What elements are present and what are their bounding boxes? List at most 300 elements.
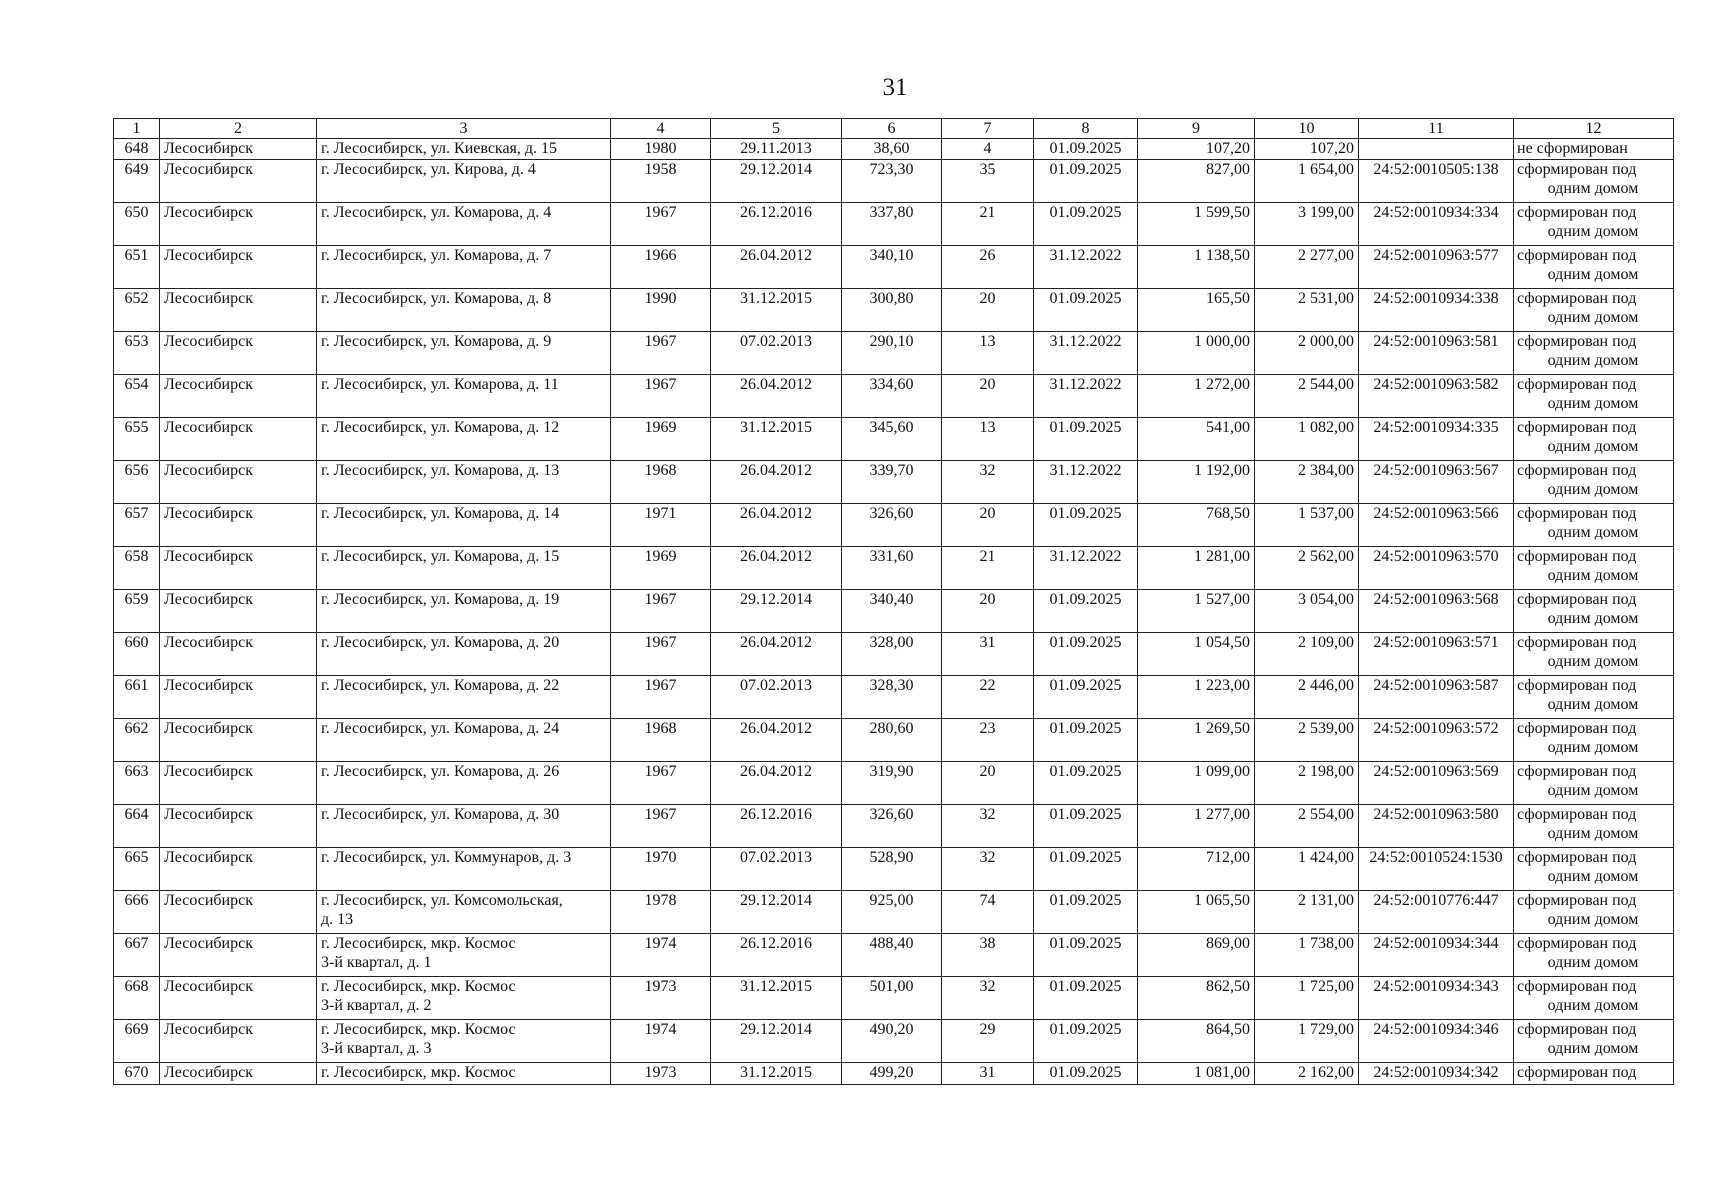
value-total-cell: 1 738,00 xyxy=(1255,934,1359,977)
status-line: сформирован под xyxy=(1517,1064,1637,1081)
date-cell: 31.12.2015 xyxy=(711,1063,842,1085)
row-number-cell: 662 xyxy=(114,719,160,762)
table-row xyxy=(114,934,1674,977)
row-number-cell: 669 xyxy=(114,1020,160,1063)
table-row xyxy=(114,375,1674,418)
city-cell: Лесосибирск xyxy=(160,633,317,676)
row-number-cell: 665 xyxy=(114,848,160,891)
city-cell: Лесосибирск xyxy=(160,246,317,289)
year-cell: 1969 xyxy=(611,547,711,590)
land-status-cell xyxy=(1514,1020,1674,1063)
status-line: одним домом xyxy=(1547,696,1639,713)
deadline-cell: 01.09.2025 xyxy=(1034,934,1138,977)
status-line: одним домом xyxy=(1547,524,1639,541)
deadline-cell: 31.12.2022 xyxy=(1034,375,1138,418)
status-line: сформирован под xyxy=(1517,1021,1637,1038)
deadline-cell: 01.09.2025 xyxy=(1034,160,1138,203)
value-total-cell: 2 384,00 xyxy=(1255,461,1359,504)
area-cell: 326,60 xyxy=(842,504,942,547)
deadline-cell: 01.09.2025 xyxy=(1034,504,1138,547)
table-row xyxy=(114,805,1674,848)
cadastral-number-cell: 24:52:0010963:570 xyxy=(1359,547,1514,590)
date-cell: 26.12.2016 xyxy=(711,934,842,977)
year-cell: 1958 xyxy=(611,160,711,203)
area-cell: 290,10 xyxy=(842,332,942,375)
city-cell: Лесосибирск xyxy=(160,590,317,633)
address-line: г. Лесосибирск, ул. Комарова, д. 20 xyxy=(321,634,560,651)
address-cell xyxy=(317,289,611,332)
column-header: 5 xyxy=(711,119,842,139)
deadline-cell: 01.09.2025 xyxy=(1034,805,1138,848)
date-cell: 26.04.2012 xyxy=(711,504,842,547)
address-line: г. Лесосибирск, ул. Комарова, д. 14 xyxy=(321,505,560,522)
table-body xyxy=(114,139,1674,1085)
count-cell: 32 xyxy=(942,848,1034,891)
row-number-cell: 651 xyxy=(114,246,160,289)
city-cell: Лесосибирск xyxy=(160,934,317,977)
column-header: 12 xyxy=(1514,119,1674,139)
status-line: одним домом xyxy=(1547,997,1639,1014)
status-line: одним домом xyxy=(1547,739,1639,756)
cadastral-number-cell: 24:52:0010963:567 xyxy=(1359,461,1514,504)
count-cell: 38 xyxy=(942,934,1034,977)
city-cell: Лесосибирск xyxy=(160,1063,317,1085)
address-cell xyxy=(317,719,611,762)
deadline-cell: 01.09.2025 xyxy=(1034,891,1138,934)
value-cell: 107,20 xyxy=(1138,139,1255,160)
value-cell: 1 054,50 xyxy=(1138,633,1255,676)
column-header: 1 xyxy=(114,119,160,139)
year-cell: 1968 xyxy=(611,461,711,504)
year-cell: 1978 xyxy=(611,891,711,934)
value-total-cell: 2 131,00 xyxy=(1255,891,1359,934)
row-number-cell: 652 xyxy=(114,289,160,332)
date-cell: 26.12.2016 xyxy=(711,203,842,246)
land-status-cell xyxy=(1514,848,1674,891)
count-cell: 32 xyxy=(942,461,1034,504)
date-cell: 07.02.2013 xyxy=(711,332,842,375)
date-cell: 26.12.2016 xyxy=(711,805,842,848)
address-line: г. Лесосибирск, мкр. Космос xyxy=(321,1021,516,1038)
year-cell: 1967 xyxy=(611,203,711,246)
cadastral-number-cell: 24:52:0010963:572 xyxy=(1359,719,1514,762)
address-line: г. Лесосибирск, ул. Комарова, д. 30 xyxy=(321,806,560,823)
count-cell: 21 xyxy=(942,203,1034,246)
row-number-cell: 653 xyxy=(114,332,160,375)
year-cell: 1973 xyxy=(611,977,711,1020)
status-line: сформирован под xyxy=(1517,892,1637,909)
table-row xyxy=(114,203,1674,246)
table-row xyxy=(114,977,1674,1020)
column-header: 6 xyxy=(842,119,942,139)
status-line: сформирован под xyxy=(1517,376,1637,393)
deadline-cell: 01.09.2025 xyxy=(1034,1063,1138,1085)
housing-registry-table xyxy=(113,118,1674,1085)
deadline-cell: 31.12.2022 xyxy=(1034,547,1138,590)
address-line: г. Лесосибирск, мкр. Космос xyxy=(321,935,516,952)
value-cell: 862,50 xyxy=(1138,977,1255,1020)
value-cell: 1 272,00 xyxy=(1138,375,1255,418)
date-cell: 29.12.2014 xyxy=(711,1020,842,1063)
area-cell: 319,90 xyxy=(842,762,942,805)
cadastral-number-cell: 24:52:0010934:344 xyxy=(1359,934,1514,977)
count-cell: 20 xyxy=(942,590,1034,633)
year-cell: 1967 xyxy=(611,633,711,676)
year-cell: 1967 xyxy=(611,332,711,375)
address-line: г. Лесосибирск, ул. Комарова, д. 19 xyxy=(321,591,560,608)
year-cell: 1980 xyxy=(611,139,711,160)
table-row xyxy=(114,160,1674,203)
status-line: одним домом xyxy=(1547,223,1639,240)
cadastral-number-cell: 24:52:0010524:1530 xyxy=(1359,848,1514,891)
year-cell: 1966 xyxy=(611,246,711,289)
address-line: г. Лесосибирск, ул. Комарова, д. 8 xyxy=(321,290,552,307)
value-total-cell: 2 109,00 xyxy=(1255,633,1359,676)
count-cell: 21 xyxy=(942,547,1034,590)
row-number-cell: 650 xyxy=(114,203,160,246)
value-total-cell: 2 544,00 xyxy=(1255,375,1359,418)
value-total-cell: 1 082,00 xyxy=(1255,418,1359,461)
value-cell: 1 000,00 xyxy=(1138,332,1255,375)
deadline-cell: 01.09.2025 xyxy=(1034,676,1138,719)
table-row xyxy=(114,590,1674,633)
status-line: сформирован под xyxy=(1517,978,1637,995)
date-cell: 29.12.2014 xyxy=(711,160,842,203)
count-cell: 13 xyxy=(942,332,1034,375)
page-number: 31 xyxy=(882,74,908,101)
address-line: г. Лесосибирск, ул. Киевская, д. 15 xyxy=(321,140,558,157)
status-line: сформирован под xyxy=(1517,505,1637,522)
value-cell: 1 281,00 xyxy=(1138,547,1255,590)
land-status-cell xyxy=(1514,461,1674,504)
row-number-cell: 661 xyxy=(114,676,160,719)
land-status-cell xyxy=(1514,805,1674,848)
status-line: одним домом xyxy=(1547,438,1639,455)
land-status-cell xyxy=(1514,547,1674,590)
area-cell: 528,90 xyxy=(842,848,942,891)
address-line: г. Лесосибирск, ул. Комарова, д. 22 xyxy=(321,677,560,694)
value-total-cell: 2 162,00 xyxy=(1255,1063,1359,1085)
count-cell: 31 xyxy=(942,633,1034,676)
land-status-cell xyxy=(1514,203,1674,246)
date-cell: 26.04.2012 xyxy=(711,375,842,418)
address-line: 3-й квартал, д. 2 xyxy=(321,997,432,1014)
count-cell: 13 xyxy=(942,418,1034,461)
value-cell: 1 223,00 xyxy=(1138,676,1255,719)
cadastral-number-cell xyxy=(1359,139,1514,160)
value-total-cell: 1 537,00 xyxy=(1255,504,1359,547)
deadline-cell: 31.12.2022 xyxy=(1034,461,1138,504)
value-total-cell: 1 654,00 xyxy=(1255,160,1359,203)
land-status-cell xyxy=(1514,504,1674,547)
count-cell: 32 xyxy=(942,977,1034,1020)
status-line: одним домом xyxy=(1547,180,1639,197)
cadastral-number-cell: 24:52:0010963:577 xyxy=(1359,246,1514,289)
date-cell: 26.04.2012 xyxy=(711,762,842,805)
year-cell: 1970 xyxy=(611,848,711,891)
table-row xyxy=(114,332,1674,375)
cadastral-number-cell: 24:52:0010963:571 xyxy=(1359,633,1514,676)
year-cell: 1968 xyxy=(611,719,711,762)
status-line: сформирован под xyxy=(1517,161,1637,178)
year-cell: 1967 xyxy=(611,590,711,633)
city-cell: Лесосибирск xyxy=(160,375,317,418)
deadline-cell: 01.09.2025 xyxy=(1034,590,1138,633)
cadastral-number-cell: 24:52:0010934:334 xyxy=(1359,203,1514,246)
status-line: сформирован под xyxy=(1517,720,1637,737)
area-cell: 334,60 xyxy=(842,375,942,418)
value-cell: 1 081,00 xyxy=(1138,1063,1255,1085)
land-status-cell xyxy=(1514,891,1674,934)
area-cell: 280,60 xyxy=(842,719,942,762)
date-cell: 29.12.2014 xyxy=(711,590,842,633)
date-cell: 26.04.2012 xyxy=(711,719,842,762)
column-header: 2 xyxy=(160,119,317,139)
land-status-cell xyxy=(1514,719,1674,762)
city-cell: Лесосибирск xyxy=(160,762,317,805)
land-status-cell xyxy=(1514,332,1674,375)
address-cell xyxy=(317,762,611,805)
year-cell: 1967 xyxy=(611,805,711,848)
address-cell xyxy=(317,1020,611,1063)
value-cell: 165,50 xyxy=(1138,289,1255,332)
area-cell: 328,30 xyxy=(842,676,942,719)
city-cell: Лесосибирск xyxy=(160,848,317,891)
year-cell: 1973 xyxy=(611,1063,711,1085)
area-cell: 501,00 xyxy=(842,977,942,1020)
address-cell xyxy=(317,504,611,547)
cadastral-number-cell: 24:52:0010963:569 xyxy=(1359,762,1514,805)
date-cell: 07.02.2013 xyxy=(711,676,842,719)
area-cell: 337,80 xyxy=(842,203,942,246)
land-status-cell xyxy=(1514,418,1674,461)
status-line: одним домом xyxy=(1547,653,1639,670)
value-cell: 1 599,50 xyxy=(1138,203,1255,246)
date-cell: 26.04.2012 xyxy=(711,547,842,590)
address-cell xyxy=(317,332,611,375)
value-total-cell: 107,20 xyxy=(1255,139,1359,160)
deadline-cell: 01.09.2025 xyxy=(1034,762,1138,805)
status-line: одним домом xyxy=(1547,954,1639,971)
status-line: одним домом xyxy=(1547,782,1639,799)
deadline-cell: 01.09.2025 xyxy=(1034,848,1138,891)
city-cell: Лесосибирск xyxy=(160,418,317,461)
count-cell: 31 xyxy=(942,1063,1034,1085)
land-status-cell xyxy=(1514,139,1674,160)
address-cell xyxy=(317,1063,611,1085)
land-status-cell xyxy=(1514,160,1674,203)
value-cell: 1 277,00 xyxy=(1138,805,1255,848)
table-row xyxy=(114,461,1674,504)
table-row xyxy=(114,547,1674,590)
city-cell: Лесосибирск xyxy=(160,676,317,719)
table-row xyxy=(114,504,1674,547)
count-cell: 29 xyxy=(942,1020,1034,1063)
table-row xyxy=(114,139,1674,160)
status-line: сформирован под xyxy=(1517,204,1637,221)
address-cell xyxy=(317,547,611,590)
date-cell: 31.12.2015 xyxy=(711,289,842,332)
row-number-cell: 656 xyxy=(114,461,160,504)
row-number-cell: 664 xyxy=(114,805,160,848)
date-cell: 29.12.2014 xyxy=(711,891,842,934)
value-total-cell: 3 054,00 xyxy=(1255,590,1359,633)
cadastral-number-cell: 24:52:0010963:568 xyxy=(1359,590,1514,633)
address-cell xyxy=(317,375,611,418)
value-total-cell: 2 531,00 xyxy=(1255,289,1359,332)
area-cell: 326,60 xyxy=(842,805,942,848)
cadastral-number-cell: 24:52:0010776:447 xyxy=(1359,891,1514,934)
date-cell: 26.04.2012 xyxy=(711,246,842,289)
deadline-cell: 01.09.2025 xyxy=(1034,633,1138,676)
cadastral-number-cell: 24:52:0010934:346 xyxy=(1359,1020,1514,1063)
status-line: сформирован под xyxy=(1517,247,1637,264)
city-cell: Лесосибирск xyxy=(160,805,317,848)
count-cell: 26 xyxy=(942,246,1034,289)
year-cell: 1974 xyxy=(611,934,711,977)
table-row xyxy=(114,289,1674,332)
cadastral-number-cell: 24:52:0010505:138 xyxy=(1359,160,1514,203)
status-line: сформирован под xyxy=(1517,591,1637,608)
row-number-cell: 648 xyxy=(114,139,160,160)
count-cell: 20 xyxy=(942,289,1034,332)
status-line: сформирован под xyxy=(1517,806,1637,823)
value-total-cell: 2 277,00 xyxy=(1255,246,1359,289)
cadastral-number-cell: 24:52:0010934:343 xyxy=(1359,977,1514,1020)
city-cell: Лесосибирск xyxy=(160,547,317,590)
table-row xyxy=(114,1020,1674,1063)
status-line: сформирован под xyxy=(1517,419,1637,436)
value-cell: 1 099,00 xyxy=(1138,762,1255,805)
land-status-cell xyxy=(1514,633,1674,676)
address-cell xyxy=(317,203,611,246)
column-header: 8 xyxy=(1034,119,1138,139)
date-cell: 26.04.2012 xyxy=(711,461,842,504)
cadastral-number-cell: 24:52:0010963:587 xyxy=(1359,676,1514,719)
area-cell: 488,40 xyxy=(842,934,942,977)
deadline-cell: 31.12.2022 xyxy=(1034,246,1138,289)
cadastral-number-cell: 24:52:0010963:582 xyxy=(1359,375,1514,418)
value-cell: 827,00 xyxy=(1138,160,1255,203)
year-cell: 1969 xyxy=(611,418,711,461)
value-total-cell: 3 199,00 xyxy=(1255,203,1359,246)
value-cell: 541,00 xyxy=(1138,418,1255,461)
row-number-cell: 657 xyxy=(114,504,160,547)
deadline-cell: 01.09.2025 xyxy=(1034,977,1138,1020)
count-cell: 74 xyxy=(942,891,1034,934)
city-cell: Лесосибирск xyxy=(160,203,317,246)
area-cell: 925,00 xyxy=(842,891,942,934)
address-line: г. Лесосибирск, ул. Кирова, д. 4 xyxy=(321,161,536,178)
count-cell: 22 xyxy=(942,676,1034,719)
cadastral-number-cell: 24:52:0010963:566 xyxy=(1359,504,1514,547)
year-cell: 1971 xyxy=(611,504,711,547)
land-status-cell xyxy=(1514,676,1674,719)
value-cell: 1 138,50 xyxy=(1138,246,1255,289)
value-cell: 712,00 xyxy=(1138,848,1255,891)
value-cell: 1 065,50 xyxy=(1138,891,1255,934)
count-cell: 23 xyxy=(942,719,1034,762)
value-total-cell: 1 729,00 xyxy=(1255,1020,1359,1063)
city-cell: Лесосибирск xyxy=(160,1020,317,1063)
value-total-cell: 2 554,00 xyxy=(1255,805,1359,848)
address-line: г. Лесосибирск, ул. Коммунаров, д. 3 xyxy=(321,849,572,866)
date-cell: 31.12.2015 xyxy=(711,418,842,461)
count-cell: 20 xyxy=(942,762,1034,805)
value-total-cell: 2 198,00 xyxy=(1255,762,1359,805)
value-cell: 869,00 xyxy=(1138,934,1255,977)
count-cell: 32 xyxy=(942,805,1034,848)
city-cell: Лесосибирск xyxy=(160,289,317,332)
year-cell: 1967 xyxy=(611,762,711,805)
status-line: одним домом xyxy=(1547,481,1639,498)
land-status-cell xyxy=(1514,246,1674,289)
row-number-cell: 660 xyxy=(114,633,160,676)
city-cell: Лесосибирск xyxy=(160,891,317,934)
status-line: сформирован под xyxy=(1517,677,1637,694)
status-line: одним домом xyxy=(1547,868,1639,885)
address-line: г. Лесосибирск, ул. Комарова, д. 24 xyxy=(321,720,560,737)
year-cell: 1990 xyxy=(611,289,711,332)
table-row xyxy=(114,418,1674,461)
row-number-cell: 668 xyxy=(114,977,160,1020)
cadastral-number-cell: 24:52:0010934:342 xyxy=(1359,1063,1514,1085)
land-status-cell xyxy=(1514,289,1674,332)
row-number-cell: 658 xyxy=(114,547,160,590)
status-line: одним домом xyxy=(1547,266,1639,283)
land-status-cell xyxy=(1514,934,1674,977)
count-cell: 20 xyxy=(942,504,1034,547)
column-header: 11 xyxy=(1359,119,1514,139)
city-cell: Лесосибирск xyxy=(160,139,317,160)
area-cell: 340,40 xyxy=(842,590,942,633)
city-cell: Лесосибирск xyxy=(160,332,317,375)
land-status-cell xyxy=(1514,762,1674,805)
status-line: не сформирован xyxy=(1517,140,1628,157)
area-cell: 490,20 xyxy=(842,1020,942,1063)
value-total-cell: 1 424,00 xyxy=(1255,848,1359,891)
value-cell: 768,50 xyxy=(1138,504,1255,547)
value-cell: 1 527,00 xyxy=(1138,590,1255,633)
value-cell: 1 269,50 xyxy=(1138,719,1255,762)
area-cell: 499,20 xyxy=(842,1063,942,1085)
area-cell: 723,30 xyxy=(842,160,942,203)
status-line: одним домом xyxy=(1547,395,1639,412)
column-header: 7 xyxy=(942,119,1034,139)
column-header: 3 xyxy=(317,119,611,139)
address-line: д. 13 xyxy=(321,911,354,928)
address-line: г. Лесосибирск, ул. Комсомольская, xyxy=(321,892,563,909)
value-cell: 1 192,00 xyxy=(1138,461,1255,504)
value-total-cell: 2 000,00 xyxy=(1255,332,1359,375)
deadline-cell: 01.09.2025 xyxy=(1034,1020,1138,1063)
row-number-cell: 655 xyxy=(114,418,160,461)
city-cell: Лесосибирск xyxy=(160,504,317,547)
date-cell: 26.04.2012 xyxy=(711,633,842,676)
cadastral-number-cell: 24:52:0010963:581 xyxy=(1359,332,1514,375)
address-cell xyxy=(317,139,611,160)
address-cell xyxy=(317,633,611,676)
area-cell: 331,60 xyxy=(842,547,942,590)
status-line: сформирован под xyxy=(1517,763,1637,780)
deadline-cell: 01.09.2025 xyxy=(1034,719,1138,762)
address-line: г. Лесосибирск, мкр. Космос xyxy=(321,978,516,995)
value-total-cell: 1 725,00 xyxy=(1255,977,1359,1020)
status-line: одним домом xyxy=(1547,610,1639,627)
status-line: сформирован под xyxy=(1517,290,1637,307)
deadline-cell: 01.09.2025 xyxy=(1034,203,1138,246)
address-cell xyxy=(317,676,611,719)
